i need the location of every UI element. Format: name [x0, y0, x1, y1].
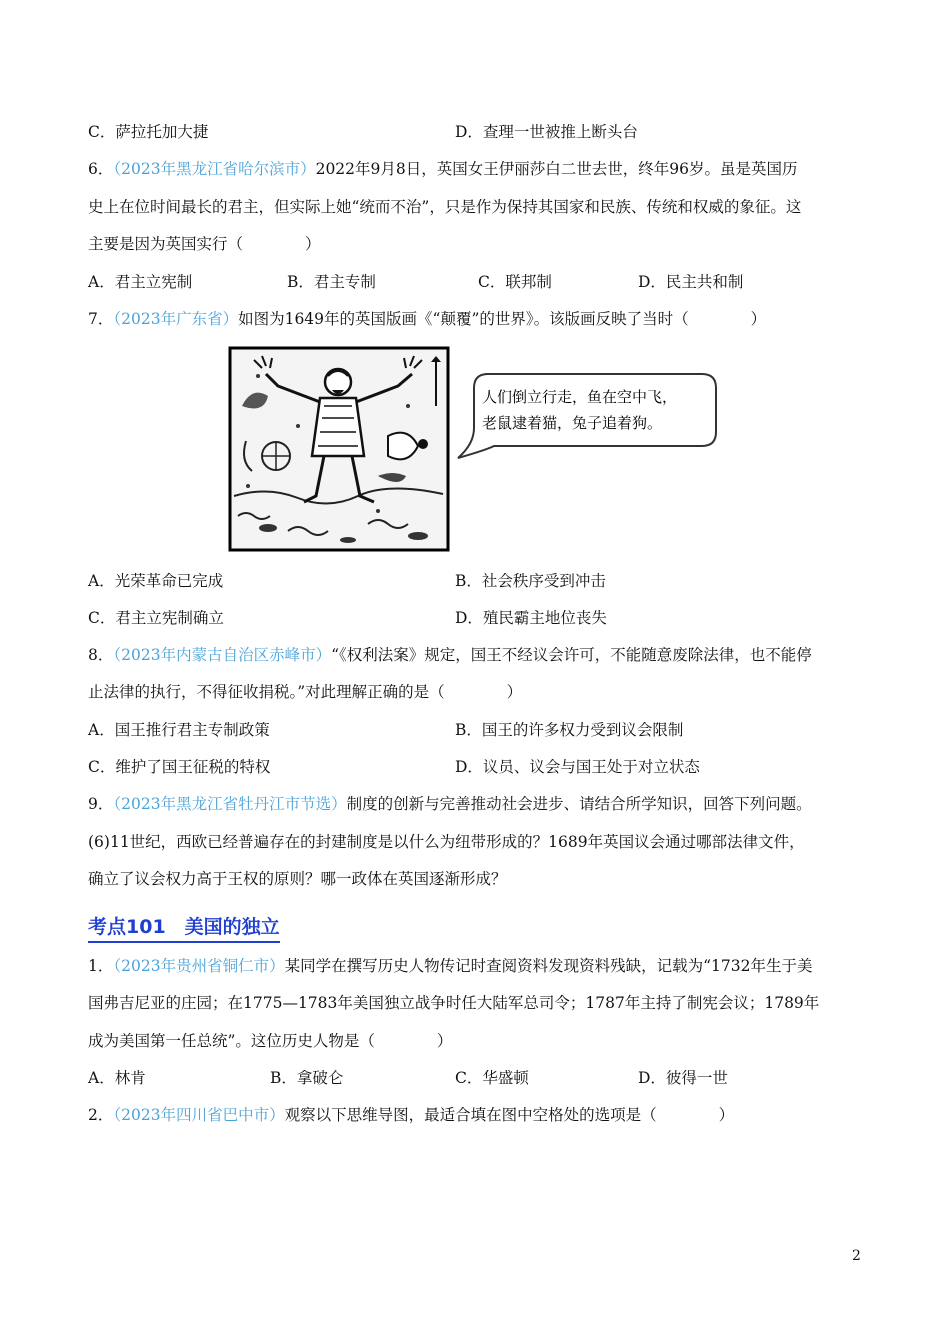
- q8-option-c: C．维护了国王征税的特权: [88, 758, 271, 776]
- q9-text: 制度的创新与完善推动社会进步、请结合所学知识，回答下列问题。: [346, 795, 812, 813]
- s1-option-a: A．林肯: [88, 1069, 146, 1087]
- s1-stem-line2: 国弗吉尼亚的庄园；在1775—1783年美国独立战争时任大陆军总司令；1787年主持了制宪会议；1789年: [88, 994, 820, 1012]
- q8-number: 8．: [88, 646, 114, 664]
- q9-number: 9．: [88, 795, 114, 813]
- q8-stem-line2: 止法律的执行，不得征收捐税。”对此理解正确的是（ ）: [88, 683, 523, 701]
- q9-subquestion-line1: (6)11世纪，西欧已经普遍存在的封建制度是以什么为纽带形成的？1689年英国议会通过哪部法律文件，: [88, 833, 805, 851]
- q7-option-d: D．殖民霸主地位丧失: [455, 609, 607, 627]
- bubble-text-line1: 人们倒立行走，鱼在空中飞，: [482, 388, 678, 406]
- s1-option-b: B．拿破仑: [270, 1069, 344, 1087]
- q7-option-a: A．光荣革命已完成: [88, 572, 224, 590]
- s2-number: 2．: [88, 1106, 114, 1124]
- q7-woodcut-figure: [228, 346, 718, 552]
- s1-stem-line1: [88, 956, 812, 976]
- q6-option-d: D．民主共和制: [638, 273, 744, 291]
- q6-option-a: A．君主立宪制: [88, 273, 193, 291]
- q5-option-d: D．查理一世被推上断头台: [455, 123, 638, 141]
- q8-stem-line1: [88, 645, 812, 665]
- s1-number: 1．: [88, 957, 114, 975]
- s1-stem-line3: 成为美国第一任总统”。这位历史人物是（ ）: [88, 1032, 453, 1050]
- q6-option-c: C．联邦制: [478, 273, 552, 291]
- q6-stem-line2: 史上在位时间最长的君主，但实际上她“统而不治”，只是作为保持其国家和民族、传统和权威的象征。这: [88, 198, 802, 216]
- q8-option-d: D．议员、议会与国王处于对立状态: [455, 758, 700, 776]
- q8-option-a: A．国王推行君主专制政策: [88, 721, 270, 739]
- q6-source: （2023年黑龙江省哈尔滨市）: [113, 160, 316, 178]
- q7-number: 7．: [88, 310, 114, 328]
- q7-option-c: C．君主立宪制确立: [88, 609, 224, 627]
- q6-stem-line3: 主要是因为英国实行（ ）: [88, 235, 321, 253]
- q8-text: “《权利法案》规定，国王不经议会许可，不能随意废除法律，也不能停: [331, 646, 812, 664]
- s1-source: （2023年贵州省铜仁市）: [113, 957, 285, 975]
- q7-text: 如图为1649年的英国版画《“颠覆”的世界》。该版画反映了当时（ ）: [238, 310, 767, 328]
- q6-number: 6．: [88, 160, 114, 178]
- q7-option-b: B．社会秩序受到冲击: [455, 572, 606, 590]
- q9-subquestion-line2: 确立了议会权力高于王权的原则？哪一政体在英国逐渐形成？: [88, 870, 507, 888]
- section-heading: 考点101 美国的独立: [88, 912, 280, 943]
- s1-text: 某同学在撰写历史人物传记时查阅资料发现资料残缺，记载为“1732年生于美: [284, 957, 813, 975]
- q5-option-c: C．萨拉托加大捷: [88, 123, 209, 141]
- bubble-text-line2: 老鼠逮着猫，兔子追着狗。: [482, 414, 663, 432]
- page-number: 2: [852, 1248, 861, 1264]
- q7-source: （2023年广东省）: [113, 310, 239, 328]
- s1-option-c: C．华盛顿: [455, 1069, 529, 1087]
- s2-text: 观察以下思维导图，最适合填在图中空格处的选项是（ ）: [284, 1106, 735, 1124]
- speech-bubble: [458, 374, 716, 458]
- q7-stem-line1: [88, 309, 766, 329]
- q6-text: 2022年9月8日，英国女王伊丽莎白二世去世，终年96岁。虽是英国历: [315, 160, 798, 178]
- q8-source: （2023年内蒙古自治区赤峰市）: [113, 646, 332, 664]
- q6-stem-line1: [88, 159, 797, 179]
- q9-stem-line1: [88, 794, 812, 814]
- q8-option-b: B．国王的许多权力受到议会限制: [455, 721, 684, 739]
- q9-source: （2023年黑龙江省牡丹江市节选）: [113, 795, 347, 813]
- s2-source: （2023年四川省巴中市）: [113, 1106, 285, 1124]
- s1-option-d: D．彼得一世: [638, 1069, 728, 1087]
- woodcut-image: [230, 348, 448, 550]
- q6-option-b: B．君主专制: [287, 273, 376, 291]
- s2-stem-line1: [88, 1105, 734, 1125]
